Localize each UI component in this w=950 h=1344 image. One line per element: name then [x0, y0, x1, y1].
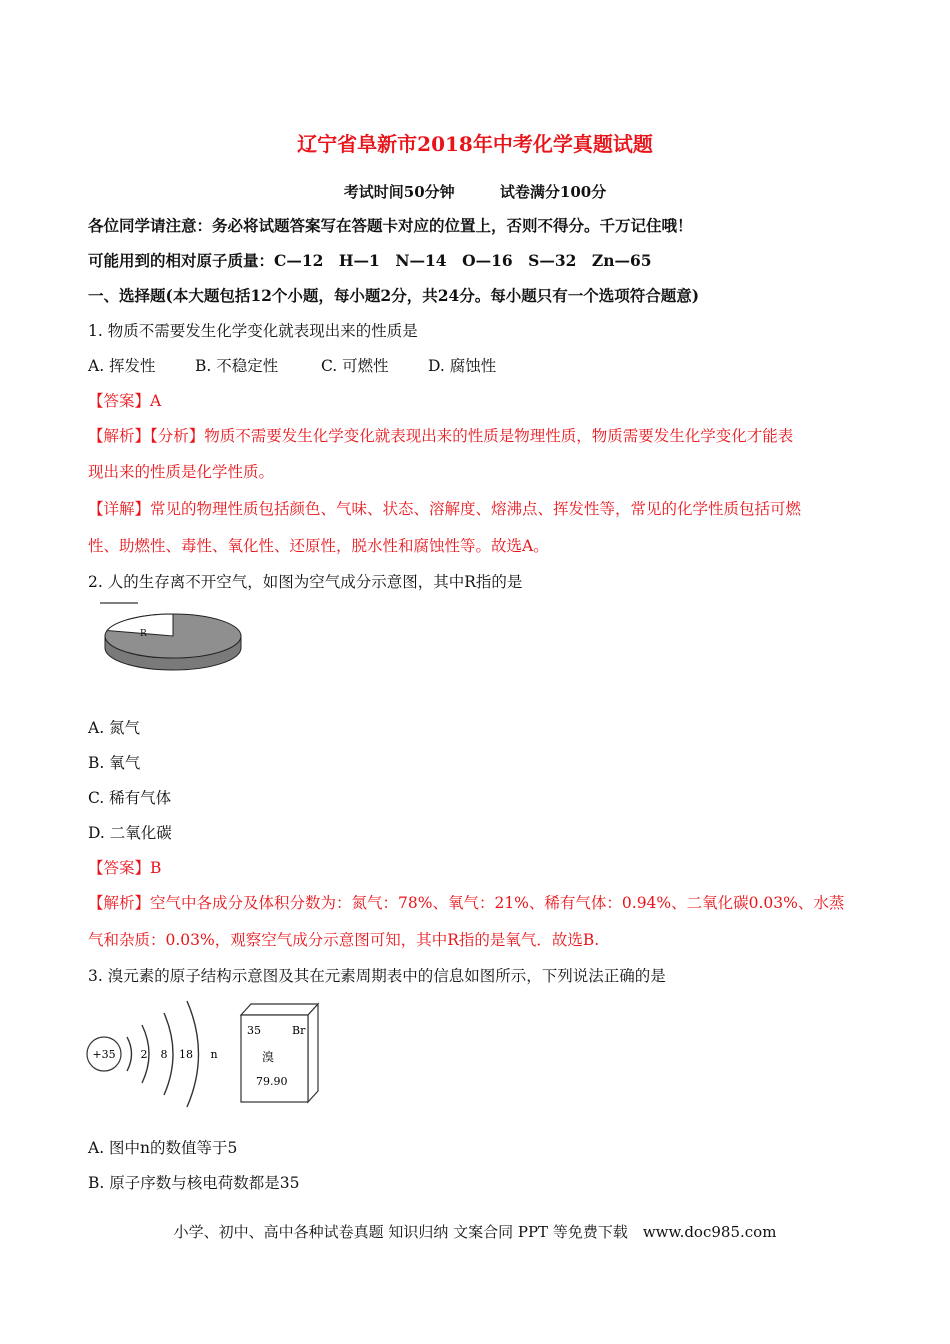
q1-option-c: C. 可燃性	[321, 357, 389, 375]
q2-analysis-line2: 气和杂质：0.03%，观察空气成分示意图可知，其中R指的是氧气．故选B.	[88, 931, 600, 949]
q2-option-a: A. 氮气	[88, 719, 141, 737]
q1-option-b: B. 不稳定性	[195, 357, 279, 375]
q1-option-d: D. 腐蚀性	[428, 357, 497, 375]
notice: 各位同学请注意：务必将试题答案写在答题卡对应的位置上，否则不得分。千万记住哦！	[88, 216, 693, 235]
element-number: 35	[247, 1024, 261, 1037]
element-mass: 79.90	[256, 1075, 288, 1088]
page-footer: 小学、初中、高中各种试卷真题 知识归纳 文案合同 PPT 等免费下载 www.doc985.com	[173, 1223, 777, 1241]
element-name: 溴	[262, 1050, 275, 1064]
q2-answer: 【答案】B	[88, 859, 162, 877]
shell-count-1: 2	[140, 1048, 148, 1061]
q3-option-b: B. 原子序数与核电荷数都是35	[88, 1174, 300, 1192]
q2-stem: 2. 人的生存离不开空气，如图为空气成分示意图，其中R指的是	[88, 573, 523, 591]
q1-stem: 1. 物质不需要发生化学变化就表现出来的性质是	[88, 322, 418, 340]
q1-option-a: A. 挥发性	[88, 357, 156, 375]
full-score: 试卷满分100分	[499, 183, 607, 201]
q2-option-b: B. 氧气	[88, 754, 141, 772]
air-composition-pie-chart	[98, 598, 248, 682]
electron-shell-1	[127, 1037, 132, 1071]
q3-stem: 3. 溴元素的原子结构示意图及其在元素周期表中的信息如图所示，下列说法正确的是	[88, 967, 666, 985]
q1-analysis-line1: 【解析】【分析】物质不需要发生化学变化就表现出来的性质是物理性质，物质需要发生化学变化才能表	[88, 427, 794, 445]
q1-answer: 【答案】A	[88, 392, 162, 410]
atomic-mass: 可能用到的相对原子质量：C—12 H—1 N—14 O—16 S—32 Zn—65	[88, 251, 652, 270]
q2-analysis-line1: 【解析】空气中各成分及体积分数为：氮气：78%、氧气：21%、稀有气体：0.94%、二氧化碳0.03%、水蒸	[88, 894, 845, 912]
q1-detail-line2: 性、助燃性、毒性、氧化性、还原性，脱水性和腐蚀性等。故选A。	[88, 537, 549, 555]
q3-option-a: A. 图中n的数值等于5	[88, 1139, 238, 1157]
exam-title: 辽宁省阜新市2018年中考化学真题试题	[297, 132, 653, 156]
bromine-atom-diagram	[84, 995, 364, 1115]
q1-detail-line1: 【详解】常见的物理性质包括颜色、气味、状态、溶解度、熔沸点、挥发性等，常见的化学性质包括可燃	[88, 500, 802, 518]
shell-count-3: 18	[179, 1048, 193, 1061]
exam-info	[0, 181, 950, 202]
shell-count-2: 8	[160, 1048, 168, 1061]
q2-option-d: D. 二氧化碳	[88, 824, 172, 842]
shell-count-4: n	[210, 1048, 218, 1061]
q1-analysis-line2: 现出来的性质是化学性质。	[88, 463, 275, 481]
nucleus-charge: +35	[92, 1048, 116, 1061]
element-symbol: Br	[292, 1024, 306, 1037]
section-heading: 一、选择题(本大题包括12个小题，每小题2分，共24分。每小题只有一个选项符合题意)	[88, 286, 700, 305]
exam-time: 考试时间50分钟	[343, 183, 455, 201]
q2-option-c: C. 稀有气体	[88, 789, 172, 807]
pie-label-r: R	[140, 629, 147, 639]
